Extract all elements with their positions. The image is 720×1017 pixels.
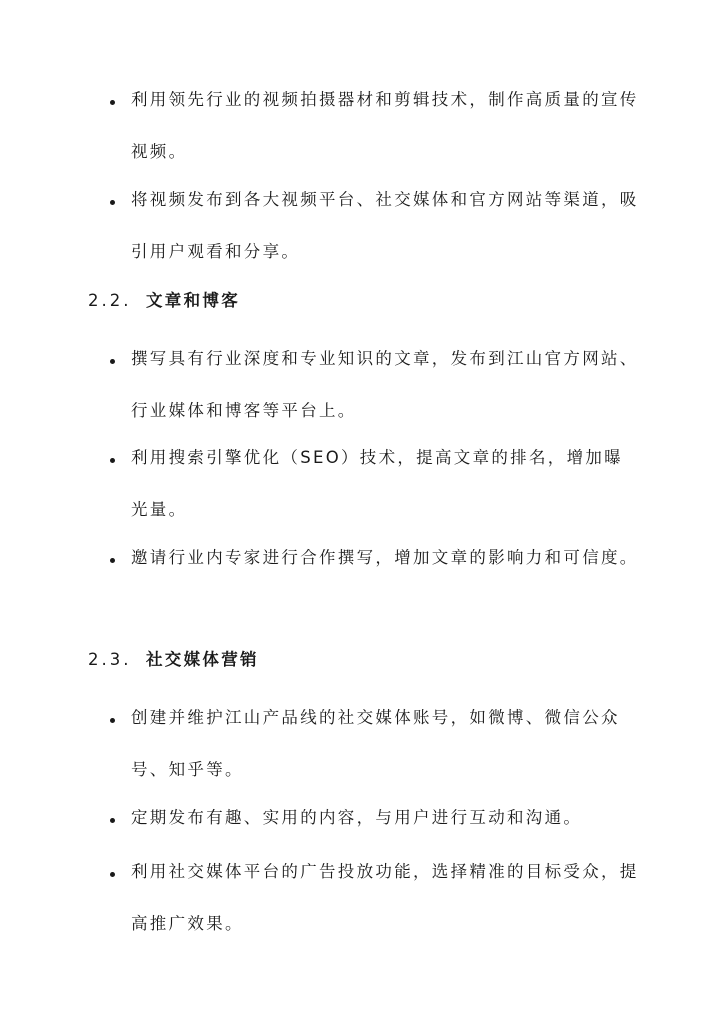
list-item-text: 定期发布有趣、实用的内容，与用户进行互动和沟通。 (131, 808, 583, 827)
bullet-icon (110, 359, 115, 364)
list-item-text: 邀请行业内专家进行合作撰写，增加文章的影响力和可信度。 (131, 548, 639, 567)
list-item-text: 利用领先行业的视频拍摄器材和剪辑技术，制作高质量的宣传视频。 (131, 90, 639, 161)
bullet-icon (110, 200, 115, 205)
section-heading (88, 648, 259, 672)
section-heading (88, 289, 240, 313)
section-number: 2.2. (88, 291, 132, 310)
section-number: 2.3. (88, 650, 132, 669)
list-item-text: 利用搜索引擎优化（SEO）技术，提高文章的排名，增加曝光量。 (131, 448, 623, 519)
bullet-icon (110, 872, 115, 877)
bullet-icon (110, 100, 115, 105)
bullet-icon (110, 718, 115, 723)
list-item-text: 撰写具有行业深度和专业知识的文章，发布到江山官方网站、行业媒体和博客等平台上。 (131, 349, 639, 420)
list-item-text: 利用社交媒体平台的广告投放功能，选择精准的目标受众，提高推广效果。 (131, 862, 639, 933)
bullet-icon (110, 818, 115, 823)
bullet-icon (110, 458, 115, 463)
section-title: 社交媒体营销 (146, 650, 259, 669)
list-item-text: 将视频发布到各大视频平台、社交媒体和官方网站等渠道，吸引用户观看和分享。 (131, 190, 639, 261)
section-title: 文章和博客 (146, 291, 240, 310)
list-item-text: 创建并维护江山产品线的社交媒体账号，如微博、微信公众号、知乎等。 (131, 708, 620, 779)
bullet-icon (110, 558, 115, 563)
